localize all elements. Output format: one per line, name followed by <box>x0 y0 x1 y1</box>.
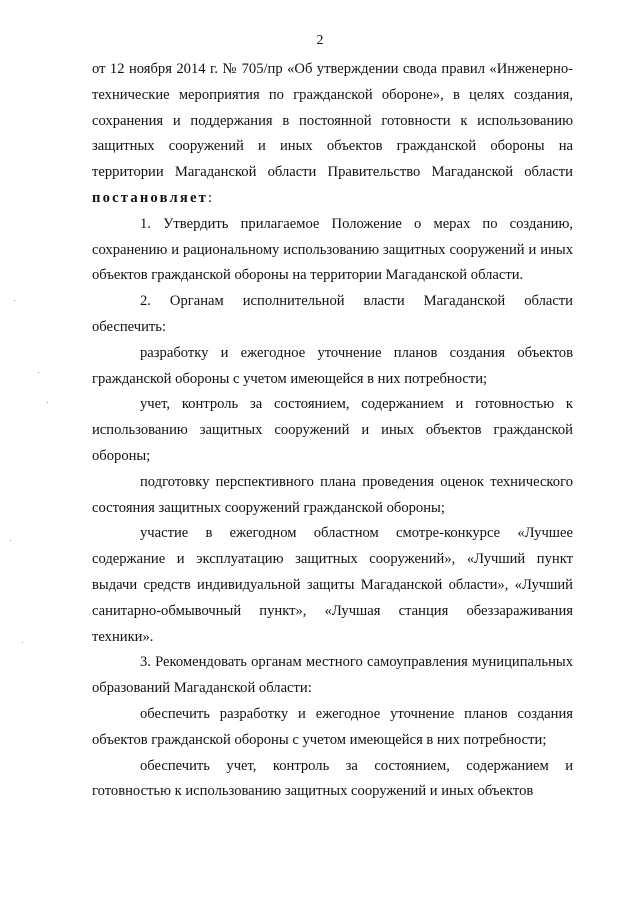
page-number: 2 <box>316 33 324 48</box>
paragraph-2: 2. Органам исполнительной власти Магаданской области обеспечить: <box>92 293 573 335</box>
scan-speck <box>38 372 39 373</box>
paragraph-2-item-2: учет, контроль за состоянием, содержанием и готовностью к использованию защитных сооружений и иных объектов гражданской обороны; <box>92 396 573 464</box>
paragraph-2-item-1: разработку и ежегодное уточнение планов создания объектов гражданской обороны с учетом имеющейся в них потребности; <box>92 344 573 387</box>
document-body <box>92 57 573 805</box>
decree-verb: постановляет <box>92 189 208 206</box>
intro-text: от 12 ноября 2014 г. № 705/пр «Об утверждении свода правил «Инженерно-технические мероприятия по гражданской обороне», в целях создания, сохранения и поддержания в постоянной готовности к использованию защитных сооружений и иных объектов гражданской обороны на территории Магаданской области Правительство Магаданской области <box>92 61 573 181</box>
paragraph-2-item-3: подготовку перспективного плана проведения оценок технического состояния защитных сооружений гражданской обороны; <box>92 473 573 516</box>
paragraph-3-item-1: обеспечить разработку и ежегодное уточнение планов создания объектов гражданской обороны с учетом имеющейся в них потребности; <box>92 705 573 748</box>
paragraph-1: 1. Утвердить прилагаемое Положение о мерах по созданию, сохранению и рациональному использованию защитных сооружений и иных объектов гражданской обороны на территории Магаданской области. <box>92 215 573 284</box>
paragraph-3: 3. Рекомендовать органам местного самоуправления муниципальных образований Магаданской области: <box>92 654 573 697</box>
intro-tail: : <box>208 189 213 206</box>
scan-speck <box>22 642 23 643</box>
scan-speck <box>47 402 48 403</box>
scan-speck <box>14 300 15 301</box>
paragraph-3-item-2: обеспечить учет, контроль за состоянием, содержанием и готовностью к использованию защитных сооружений и иных объектов <box>92 757 573 800</box>
paragraph-2-item-4: участие в ежегодном областном смотре-конкурсе «Лучшее содержание и эксплуатацию защитных сооружений», «Лучший пункт выдачи средств индивидуальной защиты Магаданской области», «Лучший санитарно-обмывочный пункт», «Лучшая станция обеззараживания техники». <box>92 525 573 645</box>
intro-paragraph <box>92 57 573 212</box>
scan-speck <box>10 540 11 541</box>
